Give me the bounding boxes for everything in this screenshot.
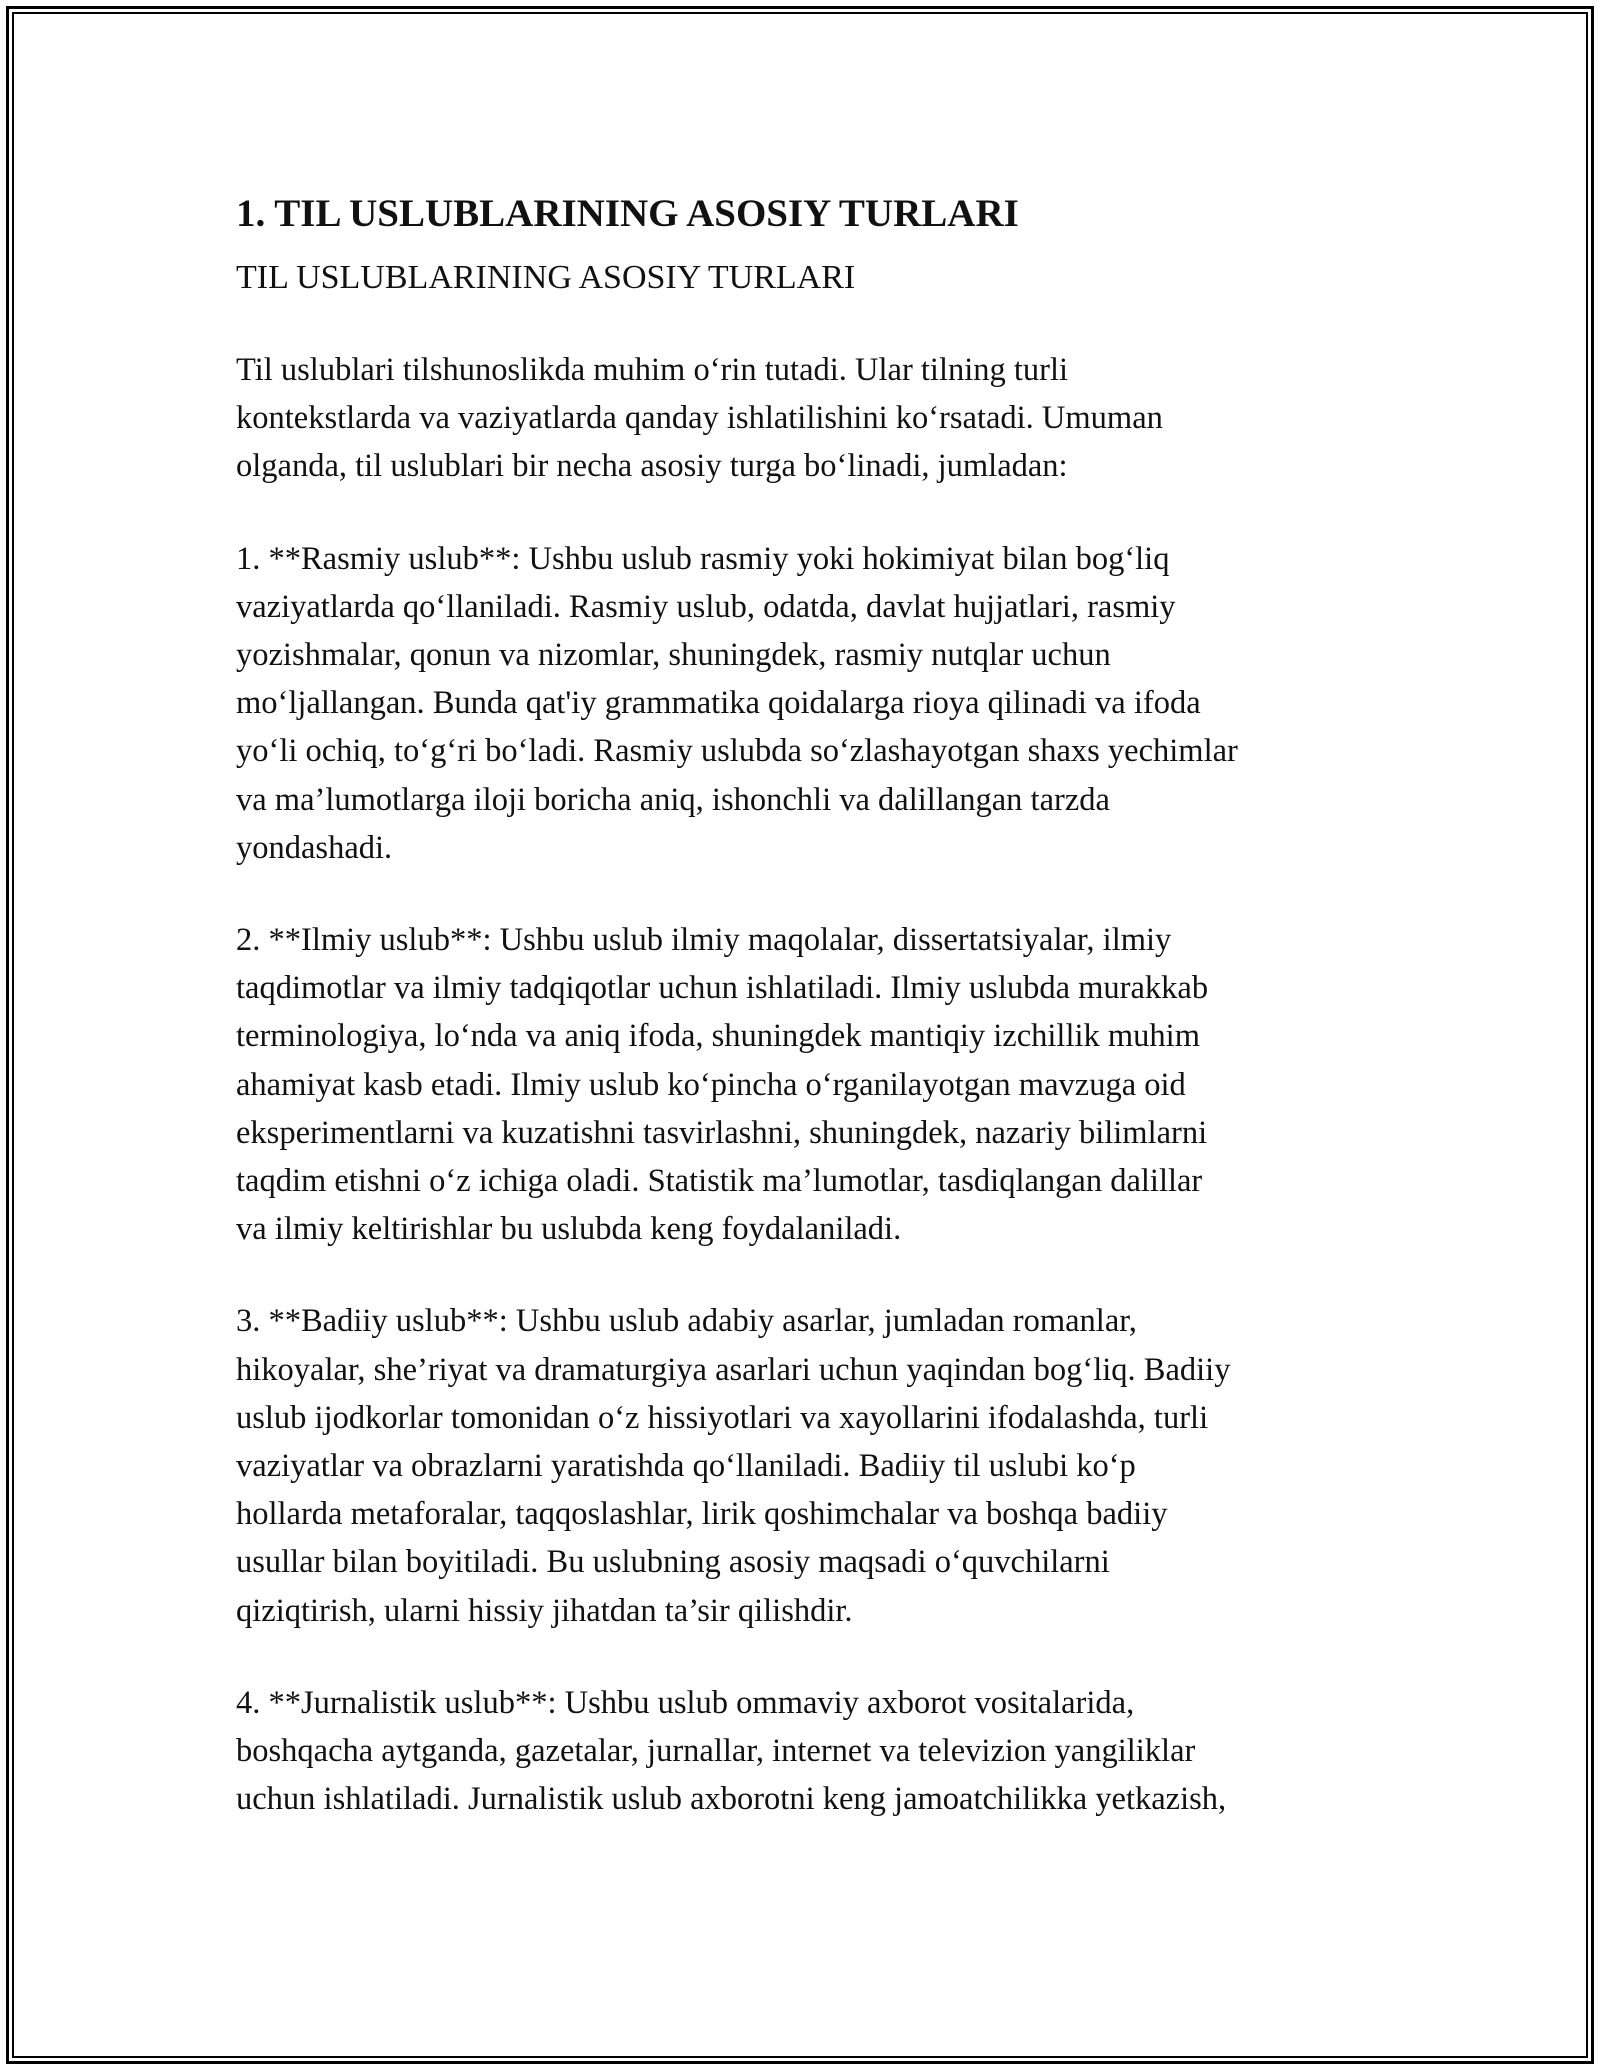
text-line: hikoyalar, she’riyat va dramaturgiya asarlari uchun yaqindan bog‘liq. Badiiy [236,1351,1231,1388]
text-line: usullar bilan boyitiladi. Bu uslubning asosiy maqsadi o‘quvchilarni [236,1544,1110,1581]
paragraph-rasmiy-uslub [236,535,1386,872]
text-line: kontekstlarda va vaziyatlarda qanday ishlatilishini ko‘rsatadi. Umuman [236,400,1163,437]
text-line: vaziyatlar va obrazlarni yaratishda qo‘llaniladi. Badiiy til uslubi ko‘p [236,1448,1136,1485]
text-line: vaziyatlarda qo‘llaniladi. Rasmiy uslub, odatda, davlat hujjatlari, rasmiy [236,588,1176,625]
text-line: yozishmalar, qonun va nizomlar, shuningdek, rasmiy nutqlar uchun [236,637,1111,674]
document-subheading: TIL USLUBLARINING ASOSIY TURLARI [236,259,856,296]
text-line: hollarda metaforalar, taqqoslashlar, lirik qoshimchalar va boshqa badiiy [236,1496,1168,1533]
paragraph-intro [236,346,1386,491]
text-line: mo‘ljallangan. Bunda qat'iy grammatika qoidalarga rioya qilinadi va ifoda [236,685,1201,722]
text-line: va ilmiy keltirishlar bu uslubda keng foydalaniladi. [236,1211,902,1248]
text-line: 3. **Badiiy uslub**: Ushbu uslub adabiy asarlar, jumladan romanlar, [236,1303,1137,1340]
text-line: taqdim etishni o‘z ichiga oladi. Statistik ma’lumotlar, tasdiqlangan dalillar [236,1163,1203,1200]
text-line: 1. **Rasmiy uslub**: Ushbu uslub rasmiy yoki hokimiyat bilan bog‘liq [236,540,1170,577]
text-line: 4. **Jurnalistik uslub**: Ushbu uslub ommaviy axborot vositalarida, [236,1684,1135,1721]
text-line: Til uslublari tilshunoslikda muhim o‘rin tutadi. Ular tilning turli [236,352,1069,388]
text-line: uchun ishlatiladi. Jurnalistik uslub axborotni keng jamoatchilikka yetkazish, [236,1781,1227,1818]
text-line: ahamiyat kasb etadi. Ilmiy uslub ko‘pincha o‘rganilayotgan mavzuga oid [236,1066,1186,1103]
text-line: taqdimotlar va ilmiy tadqiqotlar uchun ishlatiladi. Ilmiy uslubda murakkab [236,970,1209,1007]
text-line: yondashadi. [236,829,393,866]
text-line: olganda, til uslublari bir necha asosiy turga bo‘linadi, jumladan: [236,448,1068,485]
text-line: qiziqtirish, ularni hissiy jihatdan ta’sir qilishdir. [236,1592,853,1629]
text-line: 2. **Ilmiy uslub**: Ushbu uslub ilmiy maqolalar, dissertatsiyalar, ilmiy [236,922,1172,959]
paragraph-badiiy-uslub [236,1297,1386,1634]
text-line: uslub ijodkorlar tomonidan o‘z hissiyotlari va xayollarini ifodalashda, turli [236,1399,1209,1436]
document-heading: 1. TIL USLUBLARINING ASOSIY TURLARI [236,192,1019,235]
text-line: boshqacha aytganda, gazetalar, jurnallar, internet va televizion yangiliklar [236,1733,1196,1770]
text-line: eksperimentlarni va kuzatishni tasvirlashni, shuningdek, nazariy bilimlarni [236,1114,1208,1151]
document-body [236,186,1386,1823]
paragraph-ilmiy-uslub [236,916,1386,1253]
text-line: va ma’lumotlarga iloji boricha aniq, ishonchli va dalillangan tarzda [236,781,1110,818]
text-line: yo‘li ochiq, to‘g‘ri bo‘ladi. Rasmiy uslubda so‘zlashayotgan shaxs yechimlar [236,733,1238,770]
paragraph-jurnalistik-uslub [236,1679,1386,1824]
text-line: terminologiya, lo‘nda va aniq ifoda, shuningdek mantiqiy izchillik muhim [236,1018,1200,1055]
